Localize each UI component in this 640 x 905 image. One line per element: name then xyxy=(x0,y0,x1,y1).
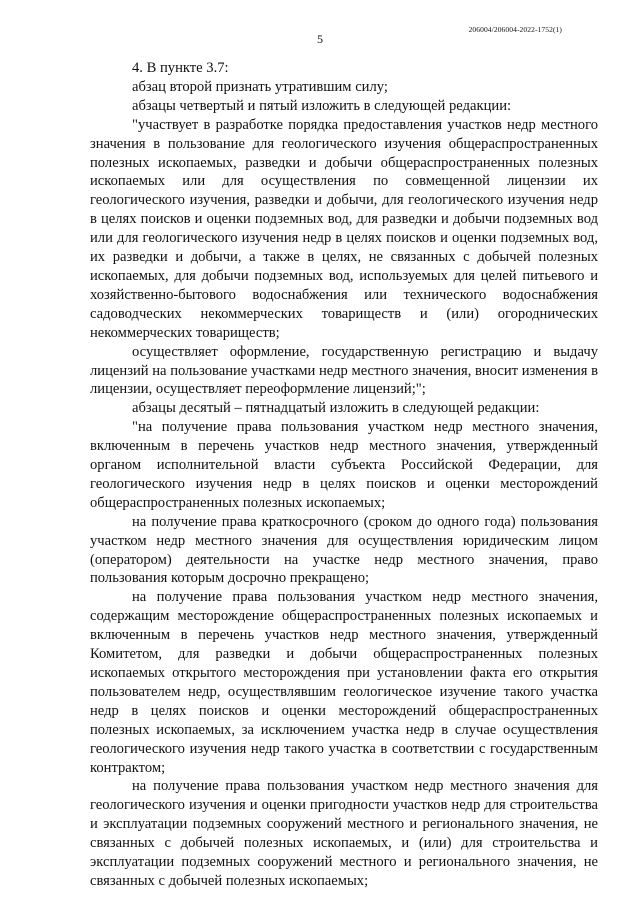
paragraph-licensing: осуществляет оформление, государственную регистрацию и выдачу лицензий на пользование участками недр местного значения, вносит изменения в лицензии, осуществляет переоформление лицензий;"; xyxy=(90,343,598,398)
paragraph-quote-participates: "участвует в разработке порядка предоставления участков недр местного значения в пользование для геологического изучения общераспространенных полезных ископаемых, разведки и добычи общераспространенных полезных ископаемых или для осуществления по совмещенной лицензии их геологического изучения, разведки и добычи, для геологического изучения недр в целях поисков и оценки подземных вод, для разведки и добычи подземных вод или для геологического изучения недр в целях поисков и оценки подземных вод, их разведки и добычи, а также в целях, не связанных с добычей полезных ископаемых, для добычи подземных вод, используемых для целей питьевого и хозяйственно-бытового водоснабжения или технического водоснабжения садоводческих некоммерческих товариществ и (или) огороднических некоммерческих товариществ; xyxy=(90,116,598,341)
page-number: 5 xyxy=(317,32,323,46)
paragraph-amend-10-15: абзацы десятый – пятнадцатый изложить в следующей редакции: xyxy=(132,400,540,417)
paragraph-right-geological-study: "на получение права пользования участком недр местного значения, включенным в перечень участков недр местного значения, утвержденный органом исполнительной власти субъекта Российской Федерации, для геологического изучения недр в целях поисков и оценки месторождений общераспространенных полезных ископаемых; xyxy=(90,419,598,511)
paragraph-repeal-second: абзац второй признать утратившим силу; xyxy=(132,78,388,95)
paragraph-right-underground-structures: на получение права пользования участком недр местного значения для геологического изучения и оценки пригодности участков недр для строительства и эксплуатации подземных сооружений местного и регионального значения, не связанных с добычей полезных ископаемых, и (или) для строительства и эксплуатации подземных сооружений местного и регионального значения, не связанных с добычей полезных ископаемых; xyxy=(90,778,598,889)
document-body xyxy=(90,59,598,891)
document-id: 206004/206004-2022-1752(1) xyxy=(468,25,562,34)
paragraph-item-4: 4. В пункте 3.7: xyxy=(132,60,229,76)
paragraph-right-short-term: на получение права краткосрочного (сроком до одного года) пользования участком недр местного значения для осуществления юридическим лицом (оператором) деятельности на участке недр местного значения, право пользования которым досрочно прекращено; xyxy=(90,513,598,587)
paragraph-amend-4-5: абзацы четвертый и пятый изложить в следующей редакции: xyxy=(132,97,512,114)
paragraph-right-exploration-mining: на получение права пользования участком недр местного значения, содержащим месторождение общераспространенных полезных ископаемых и включенным в перечень участков недр местного значения, утвержденный Комитетом, для разведки и добычи общераспространенных полезных ископаемых открытого месторождения при установлении факта его открытия пользователем недр, осуществлявшим геологическое изучение такого участка недр в целях поисков и оценки месторождений общераспространенных полезных ископаемых, за исключением участка недр в случае осуществления геологического изучения недр такого участка в соответствии с государственным контрактом; xyxy=(90,589,598,776)
